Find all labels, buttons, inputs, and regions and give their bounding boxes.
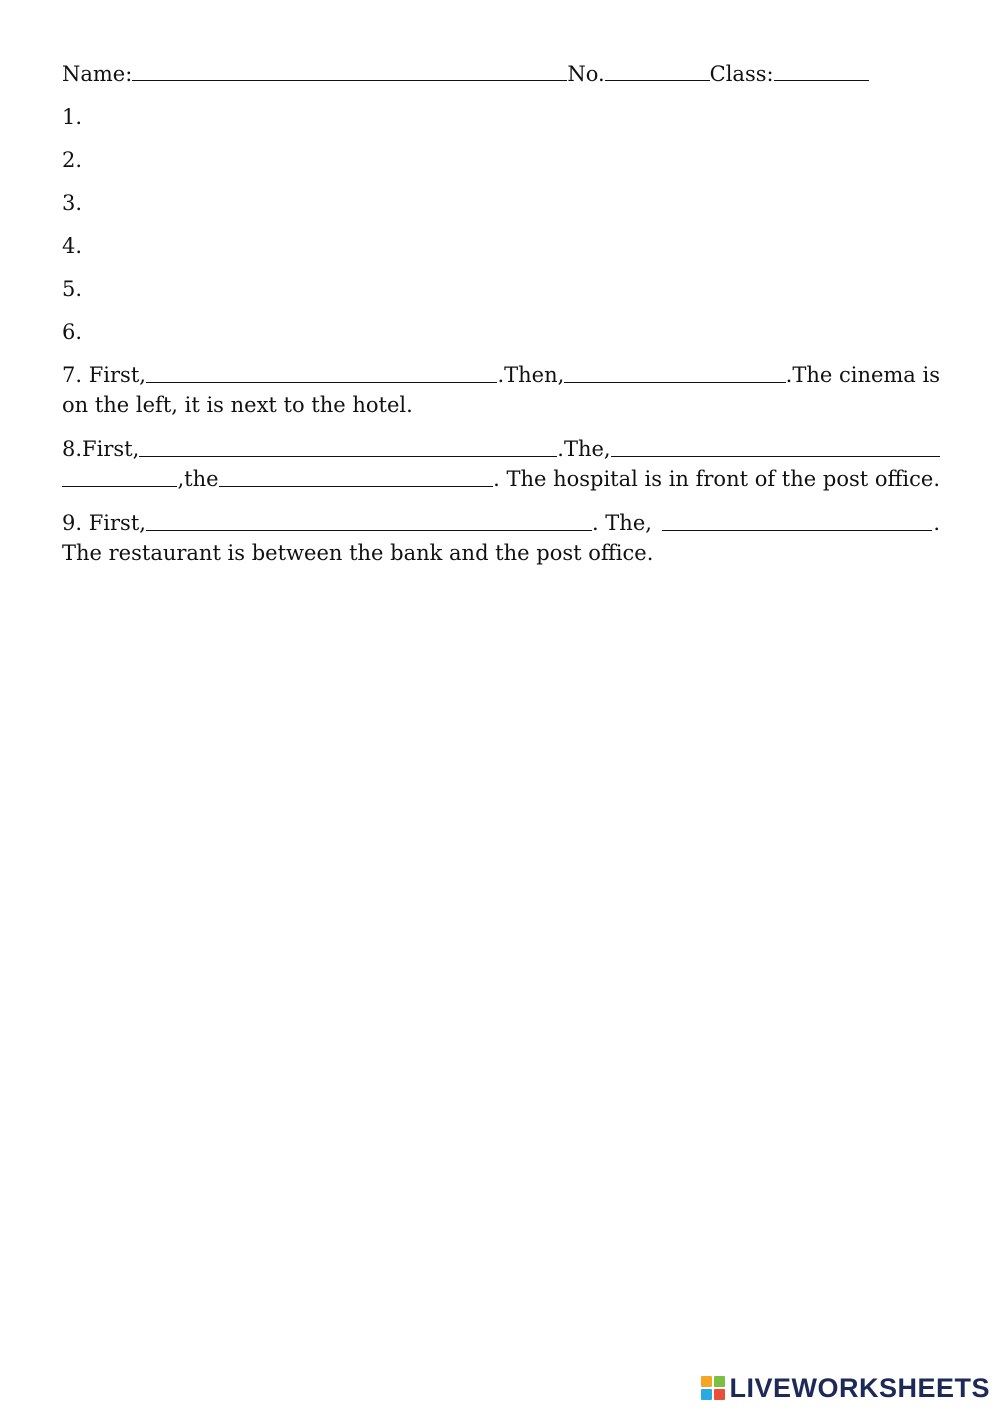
q9-lead: 9. First,: [62, 511, 146, 535]
q7-lead: 7. First,: [62, 363, 146, 387]
name-label: Name:: [62, 62, 133, 86]
q8-blank-3[interactable]: [62, 464, 177, 487]
q9-blank-2[interactable]: [662, 508, 932, 531]
name-blank[interactable]: [132, 58, 567, 81]
logo-squares-icon: [701, 1376, 725, 1400]
logo-square-4: [714, 1389, 725, 1400]
question-7: [62, 360, 940, 420]
q8-the-2: ,the: [177, 467, 219, 491]
q7-blank-1[interactable]: [146, 360, 498, 383]
q9-end: .: [933, 511, 940, 535]
question-8: [62, 434, 940, 494]
q8-blank-4[interactable]: [219, 464, 494, 487]
no-label: No.: [567, 62, 605, 86]
logo-square-3: [701, 1389, 712, 1400]
q9-the: . The,: [591, 511, 652, 535]
question-1-number: 1.: [62, 105, 83, 129]
logo-square-2: [714, 1376, 725, 1387]
header-row: [62, 58, 940, 90]
question-6-number: 6.: [62, 320, 83, 344]
q7-then: .Then,: [497, 363, 565, 387]
q9-blank-1[interactable]: [146, 508, 592, 531]
q7-blank-2[interactable]: [564, 360, 785, 383]
question-2-number: 2.: [62, 148, 83, 172]
q7-line-2: on the left, it is next to the hotel.: [62, 393, 413, 417]
q8-blank-2[interactable]: [611, 434, 940, 457]
q8-tail: . The hospital is in front of the post office.: [493, 467, 940, 491]
class-blank[interactable]: [774, 58, 869, 81]
q8-lead: 8.First,: [62, 437, 140, 461]
worksheet-page: [62, 58, 940, 582]
question-5-number: 5.: [62, 277, 83, 301]
number-blank[interactable]: [605, 58, 710, 81]
logo-square-1: [701, 1376, 712, 1387]
question-4-number: 4.: [62, 234, 83, 258]
liveworksheets-logo: [701, 1373, 990, 1403]
class-label: Class:: [709, 62, 774, 86]
question-3-number: 3.: [62, 191, 83, 215]
question-9: [62, 508, 940, 568]
q8-the-1: .The,: [557, 437, 611, 461]
q7-tail: .The cinema is: [785, 363, 940, 387]
q8-blank-1[interactable]: [139, 434, 557, 457]
q9-line-2: The restaurant is between the bank and the post office.: [62, 541, 654, 565]
logo-text: LIVEWORKSHEETS: [729, 1372, 990, 1403]
